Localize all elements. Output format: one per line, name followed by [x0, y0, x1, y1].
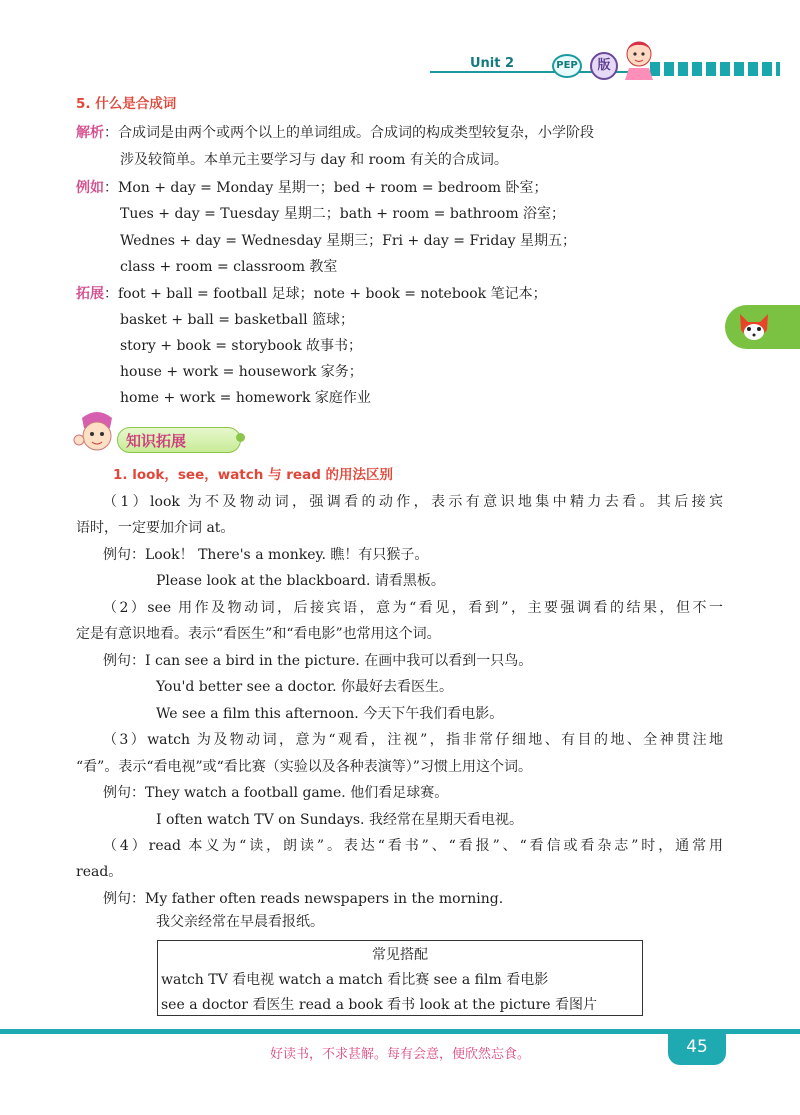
unit-label: Unit 2: [470, 56, 515, 71]
analysis-text-1: ：合成词是由两个或两个以上的单词组成。合成词的构成类型较复杂，小学阶段: [104, 125, 594, 141]
example-line-4: class + room = classroom 教室: [120, 259, 338, 275]
extend-line-4: house + work = housework 家务；: [120, 364, 363, 380]
extend-line-5: home + work = homework 家庭作业: [120, 390, 371, 406]
pep-badge: PEP: [552, 54, 582, 78]
p3-line-1: （3）watch 为及物动词，意为“观看，注视”，指非常仔细地、有目的地、全神贯注地: [103, 732, 723, 748]
edition-badge: 版: [590, 52, 618, 80]
p2-line-2: 定是有意识地看。表示“看医生”和“看电影”也常用这个词。: [76, 626, 441, 642]
extend-text-1: ：foot + ball = football 足球；note + book = notebook 笔记本；: [104, 286, 547, 302]
p1-example-2: Please look at the blackboard. 请看黑板。: [156, 573, 445, 589]
page-number: 45: [668, 1029, 726, 1065]
table-row-1: watch TV 看电视 watch a match 看比赛 see a film 看电影: [161, 972, 549, 988]
banner-dot: [236, 433, 245, 442]
fox-mascot-icon: [734, 308, 774, 346]
extend-line-1: [76, 284, 547, 304]
example-line-3: Wednes + day = Wednesday 星期三；Fri + day = Friday 星期五；: [120, 233, 577, 249]
p1-line-1: （1）look 为不及物动词，强调看的动作，表示有意识地集中精力去看。其后接宾: [103, 494, 723, 510]
girl-mascot-icon: [72, 410, 122, 462]
collocation-table: [157, 940, 643, 1016]
p3-example-2: I often watch TV on Sundays. 我经常在星期天看电视。: [156, 812, 523, 828]
analysis-line-2: 涉及较简单。本单元主要学习与 day 和 room 有关的合成词。: [120, 152, 508, 168]
cartoon-girl-icon: [615, 36, 665, 82]
p4-line-2: read。: [76, 864, 123, 880]
p2-example-2: You'd better see a doctor. 你最好去看医生。: [156, 679, 454, 695]
section-5-title: 5. 什么是合成词: [76, 96, 177, 112]
p1-line-2: 语时，一定要加介词 at。: [76, 520, 235, 536]
p4-line-1: （4）read 本义为“读，朗读”。表达“看书”、“看报”、“看信或看杂志”时，通常用: [103, 838, 723, 854]
table-header: 常见搭配: [372, 947, 428, 963]
extend-line-2: basket + ball = basketball 篮球；: [120, 312, 355, 328]
p2-line-1: （2）see 用作及物动词，后接宾语，意为“看见，看到”，主要强调看的结果，但不一: [103, 600, 723, 616]
knowledge-title: 1. look，see，watch 与 read 的用法区别: [113, 467, 394, 483]
p3-example-1: 例句：They watch a football game. 他们看足球赛。: [103, 785, 449, 801]
p1-example-1: 例句：Look！ There's a monkey. 瞧！有只猴子。: [103, 547, 429, 563]
example-line-1: [76, 178, 548, 198]
p4-example-1: 例句：My father often reads newspapers in the morning.: [103, 891, 504, 907]
example-line-2: Tues + day = Tuesday 星期二；bath + room = bathroom 浴室；: [120, 206, 566, 222]
table-row-2: see a doctor 看医生 read a book 看书 look at the picture 看图片: [161, 997, 598, 1013]
header-decor-bar: [650, 62, 780, 76]
knowledge-banner: 知识拓展: [117, 427, 241, 453]
example-label: 例如: [76, 180, 104, 196]
example-text-1: ：Mon + day = Monday 星期一；bed + room = bedroom 卧室；: [104, 180, 548, 196]
p3-line-2: “看”。表示“看电视”或“看比赛（实验以及各种表演等）”习惯上用这个词。: [76, 759, 532, 775]
extend-label: 拓展: [76, 286, 104, 302]
footer-motto: 好读书，不求甚解。每有会意，便欣然忘食。: [269, 1047, 530, 1062]
p2-example-1: 例句：I can see a bird in the picture. 在画中我可以看到一只鸟。: [103, 653, 533, 669]
analysis-label: 解析: [76, 125, 104, 141]
p4-example-2: 我父亲经常在早晨看报纸。: [156, 914, 324, 930]
extend-line-3: story + book = storybook 故事书；: [120, 338, 362, 354]
analysis-line-1: [76, 123, 594, 143]
p2-example-3: We see a film this afternoon. 今天下午我们看电影。: [156, 706, 504, 722]
